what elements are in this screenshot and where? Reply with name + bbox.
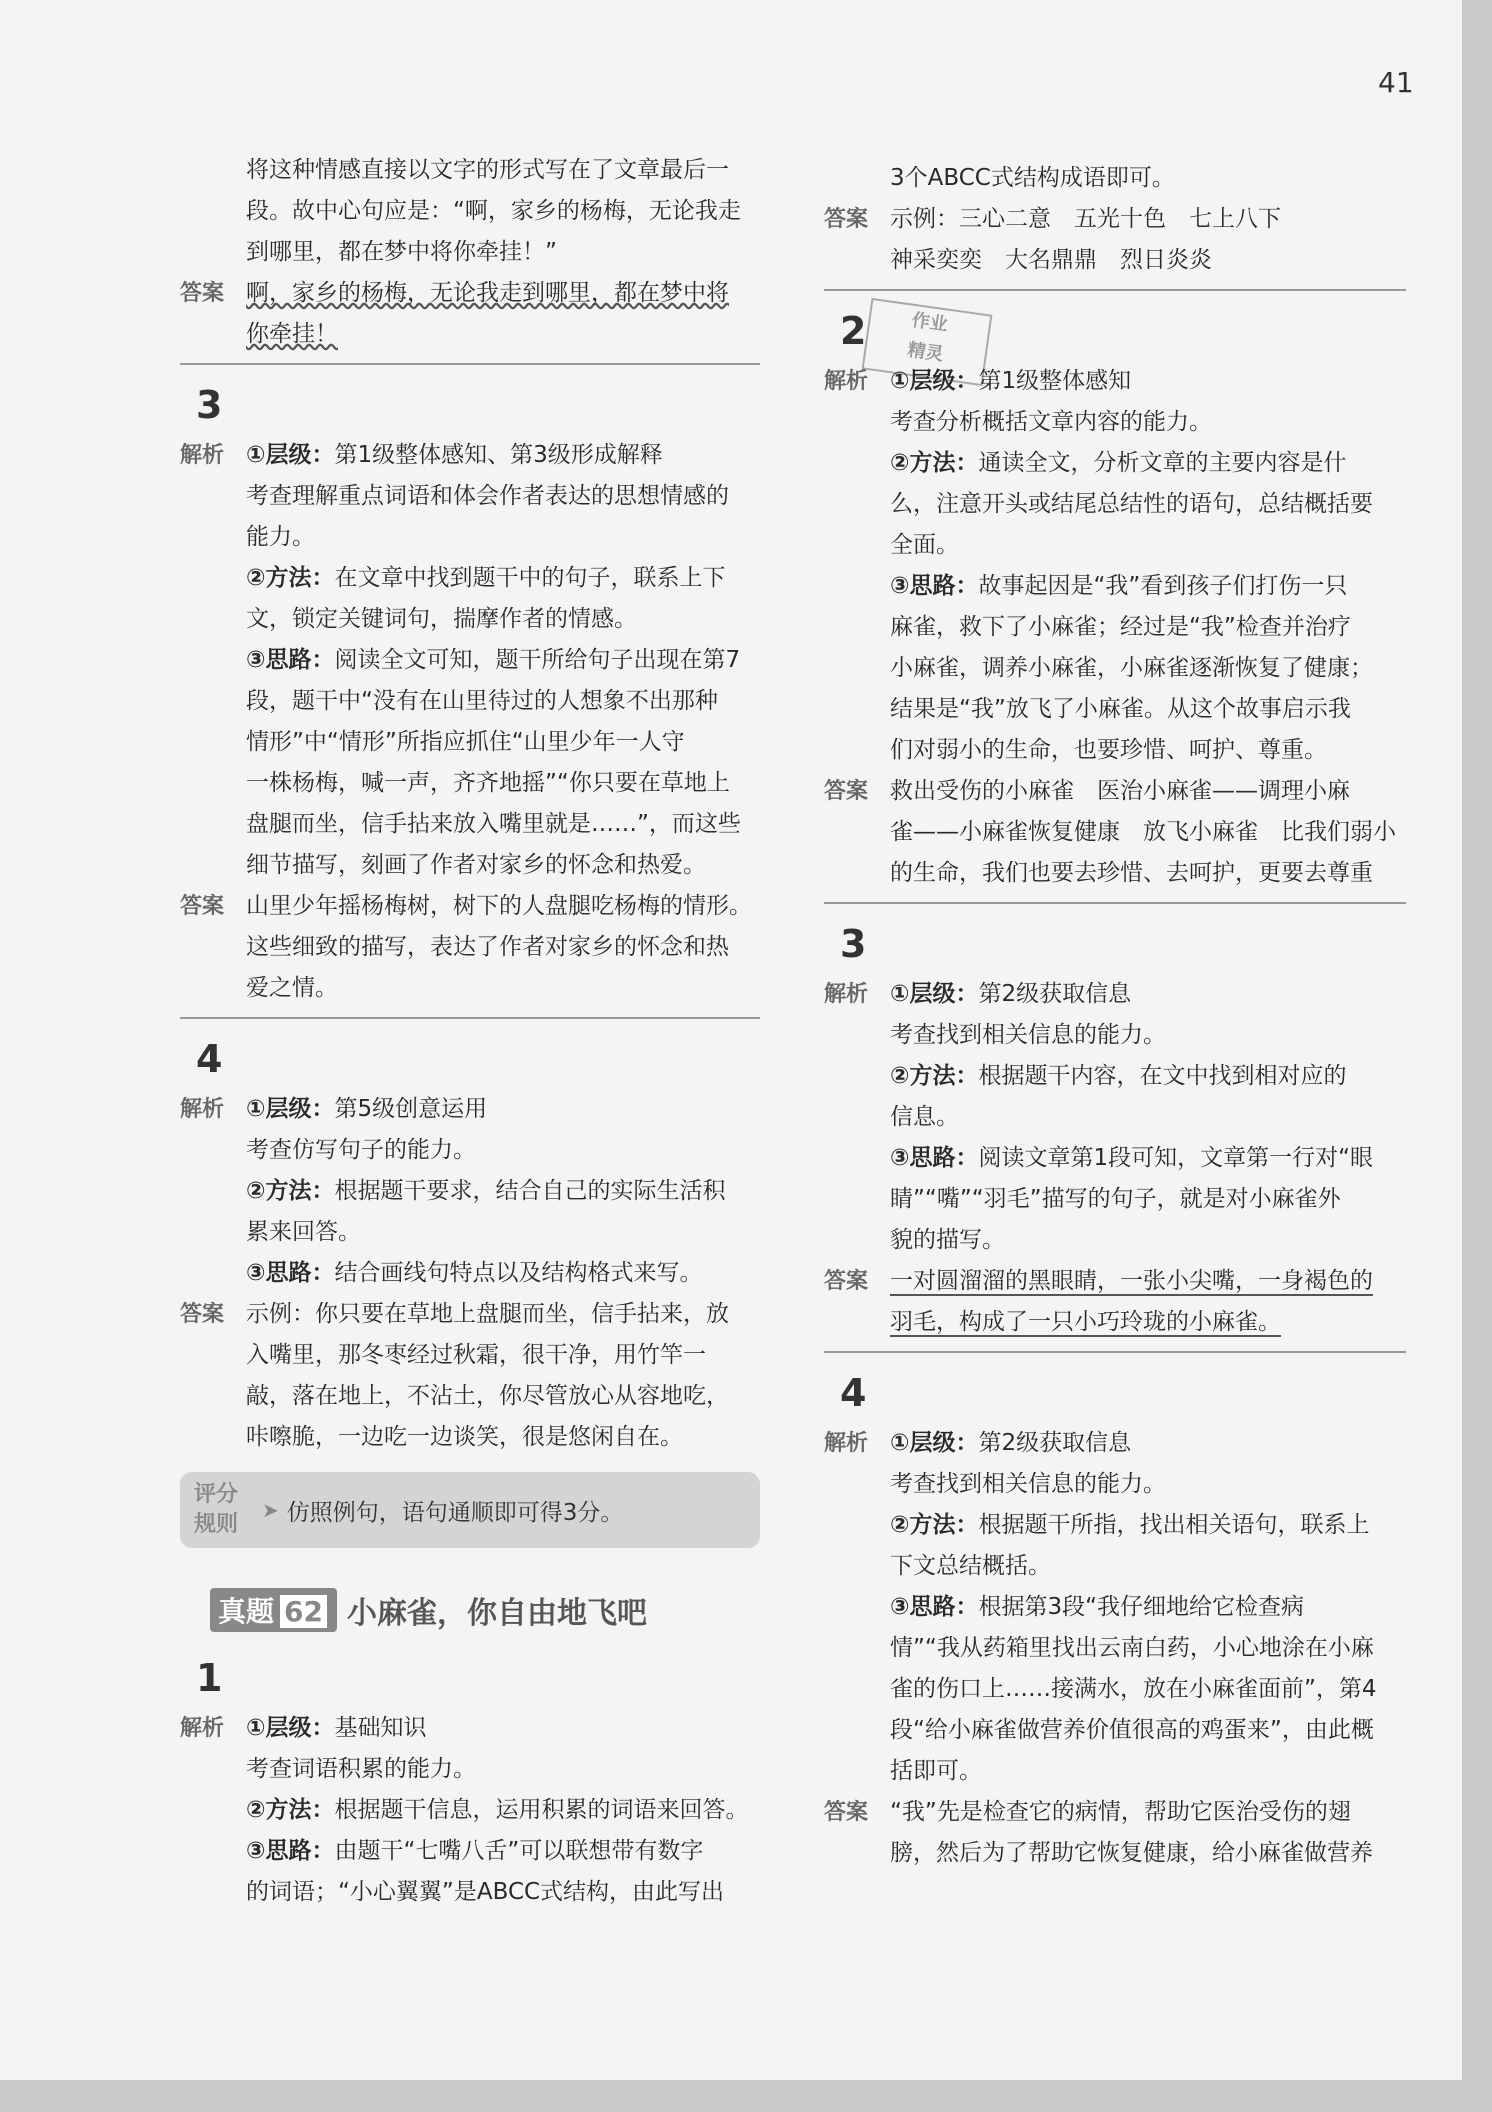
divider [180, 1017, 760, 1019]
answer-block: 答案 示例：你只要在草地上盘腿而坐，信手拈来，放 入嘴里，那冬枣经过秋霜，很干净，用竹竿一 敲，落在地上，不沾土，你尽管放心从容地吃， 咔嚓脆，一边吃一边谈笑，很是悠闲自在。 [180, 1294, 760, 1458]
answer-block: 答案 山里少年摇杨梅树，树下的人盘腿吃杨梅的情形。 这些细致的描写，表达了作者对家乡的怀念和热 爱之情。 [180, 886, 760, 1009]
question-number: 1 [196, 1656, 223, 1700]
divider [180, 363, 760, 365]
question-number: 2 [840, 309, 867, 353]
text-line: 段。故中心句应是：“啊，家乡的杨梅，无论我走 [246, 198, 741, 224]
analysis-block: 解析 ①层级：第5级创意运用 考查仿写句子的能力。 ②方法：根据题干要求，结合自己的实际生活积 累来回答。 ③思路：结合画线句特点以及结构格式来写。 [180, 1089, 760, 1294]
analysis-block: 解析 ①层级：第2级获取信息 考查找到相关信息的能力。 ②方法：根据题干所指，找出相关语句，联系上 下文总结概括。 ③思路：根据第3段“我仔细地给它检查病 情”“我从药箱里找出云南白药，小心地涂在小麻 雀的伤口上……接满水，放在小麻雀面前”，第4 段“给小麻雀做营养价值很高的鸡蛋来”，由此概 括即可。 [824, 1423, 1406, 1792]
question-number: 3 [840, 922, 867, 966]
analysis-tag: 解析 [824, 1431, 869, 1456]
question-number: 3 [196, 383, 223, 427]
section-header [210, 1588, 760, 1632]
analysis-tag: 解析 [824, 982, 869, 1007]
page-number: 41 [1378, 66, 1414, 99]
answer-block: 答案 一对圆溜溜的黑眼睛，一张小尖嘴，一身褐色的 羽毛，构成了一只小巧玲珑的小麻雀。 [824, 1261, 1406, 1343]
arrow-icon: ➤ [262, 1498, 279, 1522]
section-title: 小麻雀，你自由地飞吧 [346, 1596, 647, 1631]
answer-tag: 答案 [180, 894, 225, 919]
answer-tag: 答案 [824, 779, 869, 804]
divider [824, 902, 1406, 904]
text-line: 将这种情感直接以文字的形式写在了文章最后一 [246, 157, 729, 183]
answer-tag: 答案 [824, 1269, 869, 1294]
analysis-tag: 解析 [180, 1716, 225, 1741]
watermark-stamp: 作业 精灵 [862, 298, 993, 386]
right-column: 3个ABCC式结构成语即可。 答案 示例：三心二意 五光十色 七上八下 神采奕奕 大名鼎鼎 烈日炎炎 2 解析 ①层级：第1级整体感知 考查分析概括文章内容的能力。 ②方法：通读全文，分析文章的主要内容是什 么，注意开头或结尾总结性的语句，总结概括要 全面。 ③思路：故事起因是“我”看到孩子们打伤一只 麻雀，救下了小麻雀；经过是“我”检查并治疗 小麻雀，调养小麻雀，小麻雀逐渐恢复了健康； 结果是“我”放飞了小麻雀。从这个故事启示我 们对弱小的生命，也要珍惜、呵护、尊重。 答案 救出受伤的小麻雀 医治小麻雀——调理小麻 雀——小麻雀恢复健康 放飞小麻雀 比我们弱小 的生命，我们也要去珍惜、去呵护，更要去尊重 3 解析 ①层级：第2级获取信息 考查找到相关信息的能力。 ②方法：根据题干内容，在文中找到相对应的 信息。 ③思路：阅读文章第1段可知，文章第一行对“眼 睛”“嘴”“羽毛”描写的句子，就是对小麻雀外 貌的描写。 答案 一对圆溜溜的黑眼睛，一张小尖嘴，一身褐色的 羽毛，构成了一只小巧玲珑的小麻雀。 4 解析 ①层级：第2级获取信息 考查找到相关信息的能力。 ②方法：根据题干所指，找出相关语句，联系上 下文总结概括。 ③思路：根据第3段“我仔细地给它检查病 情”“我从药箱里找出云南白药，小心地涂在小麻 雀的伤口上……接满水，放在小麻雀面前”，第4 段“给小麻雀做营养价值很高的鸡蛋来”，由此概 括即可。 答案 “我”先是检查它的病情，帮助它医治受伤的翅 膀，然后为了帮助它恢复健康，给小麻雀做营养 [824, 158, 1406, 1874]
answer-text: 你牵挂！ [246, 321, 338, 347]
answer-block [180, 273, 760, 355]
divider [824, 289, 1406, 291]
section-tag: 真题 62 [210, 1588, 337, 1632]
analysis-block: 解析 ①层级：第1级整体感知、第3级形成解释 考查理解重点词语和体会作者表达的思想情感的 能力。 ②方法：在文章中找到题干中的句子，联系上下 文，锁定关键词句，揣摩作者的情感。 ③思路：阅读全文可知，题干所给句子出现在第7 段，题干中“没有在山里待过的人想象不出那种 情形”中“情形”所指应抓住“山里少年一人守 一株杨梅，喊一声，齐齐地摇”“你只要在草地上 盘腿而坐，信手拈来放入嘴里就是……”，而这些 细节描写，刻画了作者对家乡的怀念和热爱。 [180, 435, 760, 886]
answer-block: 答案 “我”先是检查它的病情，帮助它医治受伤的翅 膀，然后为了帮助它恢复健康，给小麻雀做营养 [824, 1792, 1406, 1874]
answer-tag: 答案 [180, 1302, 225, 1327]
answer-text: 啊，家乡的杨梅，无论我走到哪里，都在梦中将 [246, 280, 729, 306]
analysis-block: 解析 ①层级：第2级获取信息 考查找到相关信息的能力。 ②方法：根据题干内容，在文中找到相对应的 信息。 ③思路：阅读文章第1段可知，文章第一行对“眼 睛”“嘴”“羽毛”描写的句子，就是对小麻雀外 貌的描写。 [824, 974, 1406, 1261]
divider [824, 1351, 1406, 1353]
left-column [180, 150, 760, 1913]
analysis-tag: 解析 [180, 1097, 225, 1122]
scoring-rule-box: 评分 规则 ➤ 仿照例句，语句通顺即可得3分。 [180, 1472, 760, 1548]
analysis-tag: 解析 [824, 369, 869, 394]
question-number: 4 [196, 1037, 223, 1081]
answer-tag: 答案 [824, 207, 869, 232]
analysis-block: 解析 ①层级：第1级整体感知 考查分析概括文章内容的能力。 ②方法：通读全文，分析文章的主要内容是什 么，注意开头或结尾总结性的语句，总结概括要 全面。 ③思路：故事起因是“我”看到孩子们打伤一只 麻雀，救下了小麻雀；经过是“我”检查并治疗 小麻雀，调养小麻雀，小麻雀逐渐恢复了健康； 结果是“我”放飞了小麻雀。从这个故事启示我 们对弱小的生命，也要珍惜、呵护、尊重。 [824, 361, 1406, 771]
question-number: 4 [840, 1371, 867, 1415]
answer-block: 答案 示例：三心二意 五光十色 七上八下 神采奕奕 大名鼎鼎 烈日炎炎 [824, 199, 1406, 281]
answer-tag: 答案 [180, 281, 225, 306]
answer-tag: 答案 [824, 1800, 869, 1825]
answer-block: 答案 救出受伤的小麻雀 医治小麻雀——调理小麻 雀——小麻雀恢复健康 放飞小麻雀 比我们弱小 的生命，我们也要去珍惜、去呵护，更要去尊重 [824, 771, 1406, 894]
analysis-block: 解析 ①层级：基础知识 考查词语积累的能力。 ②方法：根据题干信息，运用积累的词语来回答。 ③思路：由题干“七嘴八舌”可以联想带有数字 的词语；“小心翼翼”是ABCC式结构，由此写出 [180, 1708, 760, 1913]
scoring-rule-text: 仿照例句，语句通顺即可得3分。 [286, 1499, 624, 1526]
text-line: 到哪里，都在梦中将你牵挂！” [246, 239, 557, 265]
analysis-tag: 解析 [180, 443, 225, 468]
